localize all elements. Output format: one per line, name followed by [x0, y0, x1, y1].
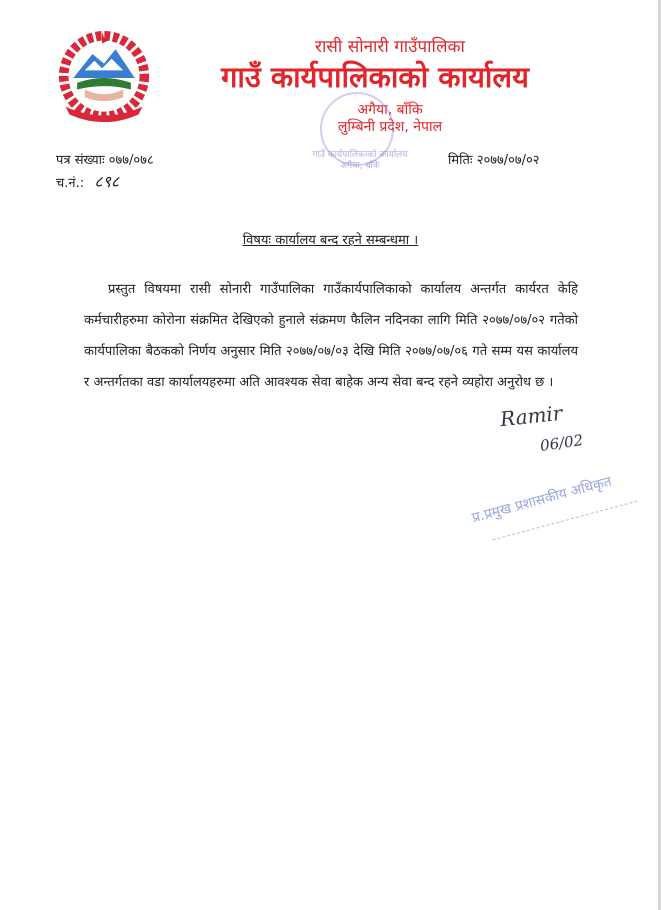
letter-number — [56, 150, 154, 168]
signature: Ramir — [498, 400, 564, 432]
letter-number-value: ०७७/०७८ — [108, 153, 154, 168]
body-paragraph: प्रस्तुत विषयमा रासी सोनारी गाउँपालिका गाउँकार्यपालिकाको कार्यालय अन्तर्गत कार्यरत केहि कर्मचारीहरुमा कोरोना संक्रमित देखिएको हुनाले संक्रमण फैलिन नदिनका लागि मिति २०७७/०७/०२ गतेको कार्यपालिका बैठकको निर्णय अनुसार मिति २०७७/०७/०३ देखि मिति २०७७/०७/०६ गते सम्म यस कार्यालय र अन्तर्गतका वडा कार्यालयहरुमा अति आवश्यक सेवा बाहेक अन्य सेवा बन्द रहने व्यहोरा अनुरोध छ । — [84, 282, 578, 390]
dispatch-number-label: च.नं.: — [56, 176, 85, 191]
subject-line: विषयः कार्यालय बन्द रहने सम्बन्धमा । — [242, 233, 419, 248]
dispatch-number — [56, 170, 119, 192]
address-line-2: लुम्बिनी प्रदेश, नेपाल — [337, 119, 443, 135]
date-label: मितिः — [448, 153, 473, 168]
address-line-1: अगैया, बाँकि — [357, 102, 423, 118]
letter-number-label: पत्र संख्याः — [56, 153, 105, 168]
date-value: २०७७/०७/०२ — [476, 153, 540, 168]
letter-date — [448, 150, 540, 168]
designation-stamp: प्र.प्रमुख प्रशासकीय अधिकृत — [470, 473, 614, 527]
dispatch-number-value: ८९८ — [94, 172, 120, 191]
municipality-name: रासी सोनारी गाउँपालिका — [315, 37, 465, 57]
office-stamp-text: गाउँ कार्यपालिकाको कार्यालय अगैया, बाँके — [312, 150, 408, 171]
signature-date: 06/02 — [538, 431, 585, 455]
nepal-emblem-icon — [55, 30, 153, 126]
office-title: गाउँ कार्यपालिकाको कार्यालय — [221, 60, 529, 94]
